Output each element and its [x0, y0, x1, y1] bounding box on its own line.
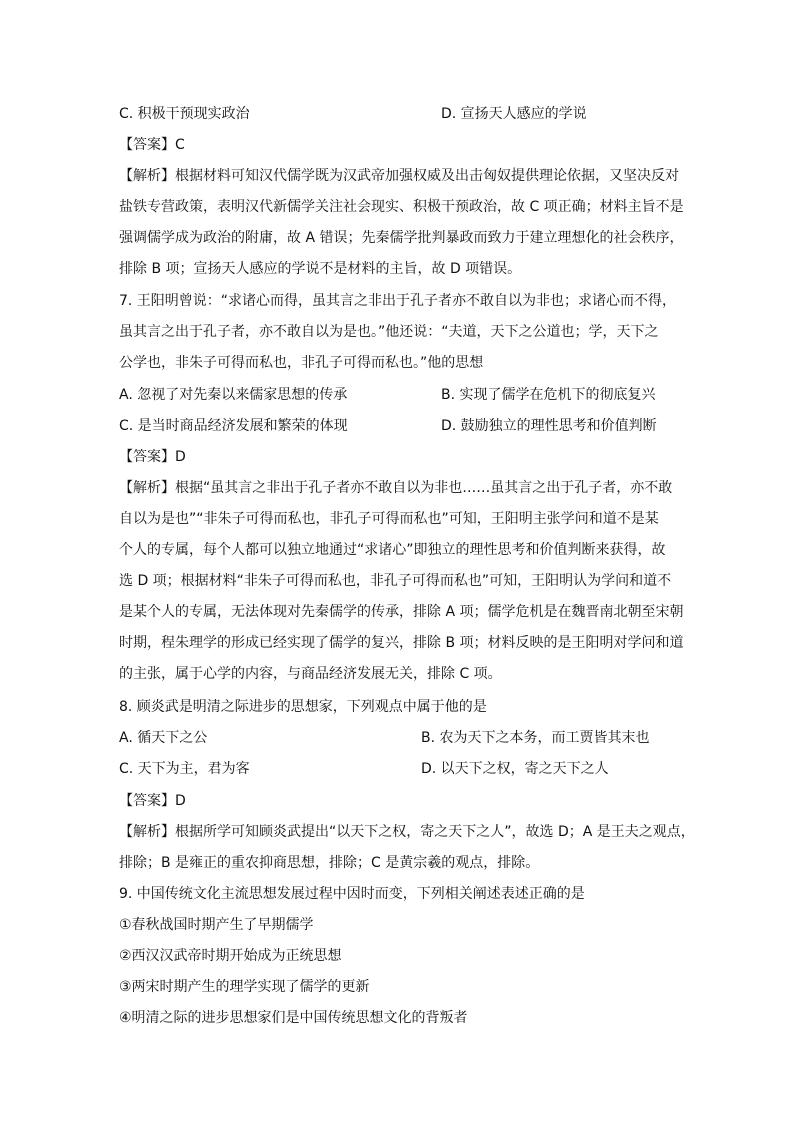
q8-analysis-line: 【解析】根据所学可知顾炎武提出“以天下之权，寄之天下之人”，故选 D；A 是王夫之观点， — [119, 824, 695, 840]
q7-option-d: D. 鼓励独立的理性思考和价值判断 — [441, 418, 657, 434]
q7-stem-line: 虽其言之出于孔子者，亦不敢自以为是也。”他还说：“夫道，天下之公道也；学，天下之 — [119, 324, 659, 340]
q6-analysis-line: 排除 B 项；宣扬天人感应的学说不是材料的主旨，故 D 项错误。 — [119, 261, 522, 277]
q6-analysis-line: 强调儒学成为政治的附庸，故 A 错误；先秦儒学批判暴政而致力于建立理想化的社会秩序， — [119, 230, 684, 246]
q7-analysis-line: 【解析】根据“虽其言之非出于孔子者亦不敢自以为非也……虽其言之出于孔子者，亦不敢 — [119, 480, 673, 496]
q7-analysis-line: 是某个人的专属，无法体现对先秦儒学的传承，排除 A 项；儒学危机是在魏晋南北朝至宋朝 — [119, 604, 684, 620]
q6-answer: 【答案】C — [119, 137, 185, 153]
q9-item: ③两宋时期产生的理学实现了儒学的更新 — [119, 979, 370, 995]
q7-analysis-line: 的主张，属于心学的内容，与商品经济发展无关，排除 C 项。 — [119, 666, 502, 682]
q6-option-d: D. 宣扬天人感应的学说 — [441, 106, 587, 122]
q9-item: ④明清之际的进步思想家们是中国传统思想文化的背叛者 — [119, 1010, 468, 1026]
q9-stem: 9. 中国传统文化主流思想发展过程中因时而变，下列相关阐述表述正确的是 — [119, 886, 585, 902]
q7-analysis-line: 选 D 项；根据材料“非朱子可得而私也，非孔子可得而私也”可知，王阳明认为学问和道不 — [119, 573, 672, 589]
q8-stem: 8. 顾炎武是明清之际进步的思想家，下列观点中属于他的是 — [119, 699, 487, 715]
q7-option-c: C. 是当时商品经济发展和繁荣的体现 — [119, 418, 348, 434]
q7-stem-line: 7. 王阳明曾说：“求诸心而得，虽其言之非出于孔子者亦不敢自以为非也；求诸心而不得， — [119, 293, 677, 309]
q7-analysis-line: 自以为是也”“非朱子可得而私也，非孔子可得而私也”可知，王阳明主张学问和道不是某 — [119, 511, 659, 527]
q6-option-c: C. 积极干预现实政治 — [119, 106, 250, 122]
q6-analysis-line: 【解析】根据材料可知汉代儒学既为汉武帝加强权威及出击匈奴提供理论依据，又坚决反对 — [119, 168, 679, 184]
q8-option-d: D. 以天下之权，寄之天下之人 — [421, 761, 609, 777]
q8-analysis-line: 排除；B 是雍正的重农抑商思想，排除；C 是黄宗羲的观点，排除。 — [119, 855, 540, 871]
q8-option-a: A. 循天下之公 — [119, 730, 208, 746]
q9-item: ①春秋战国时期产生了早期儒学 — [119, 917, 314, 933]
q7-analysis-line: 时期，程朱理学的形成已经实现了儒学的复兴，排除 B 项；材料反映的是王阳明对学问和道 — [119, 635, 684, 651]
q6-analysis-line: 盐铁专营政策，表明汉代新儒学关注社会现实、积极干预政治，故 C 项正确；材料主旨不是 — [119, 199, 684, 215]
q7-answer: 【答案】D — [119, 449, 186, 465]
q7-analysis-line: 个人的专属，每个人都可以独立地通过“求诸心”即独立的理性思考和价值判断来获得，故 — [119, 542, 666, 558]
q9-item: ②西汉汉武帝时期开始成为正统思想 — [119, 948, 342, 964]
q7-option-b: B. 实现了儒学在危机下的彻底复兴 — [441, 387, 656, 403]
q7-stem-line: 公学也，非朱子可得而私也，非孔子可得而私也。”他的思想 — [119, 355, 484, 371]
q7-option-a: A. 忽视了对先秦以来儒家思想的传承 — [119, 387, 348, 403]
q8-option-b: B. 农为天下之本务，而工贾皆其末也 — [421, 730, 650, 746]
q8-option-c: C. 天下为主，君为客 — [119, 761, 250, 777]
q8-answer: 【答案】D — [119, 793, 186, 809]
